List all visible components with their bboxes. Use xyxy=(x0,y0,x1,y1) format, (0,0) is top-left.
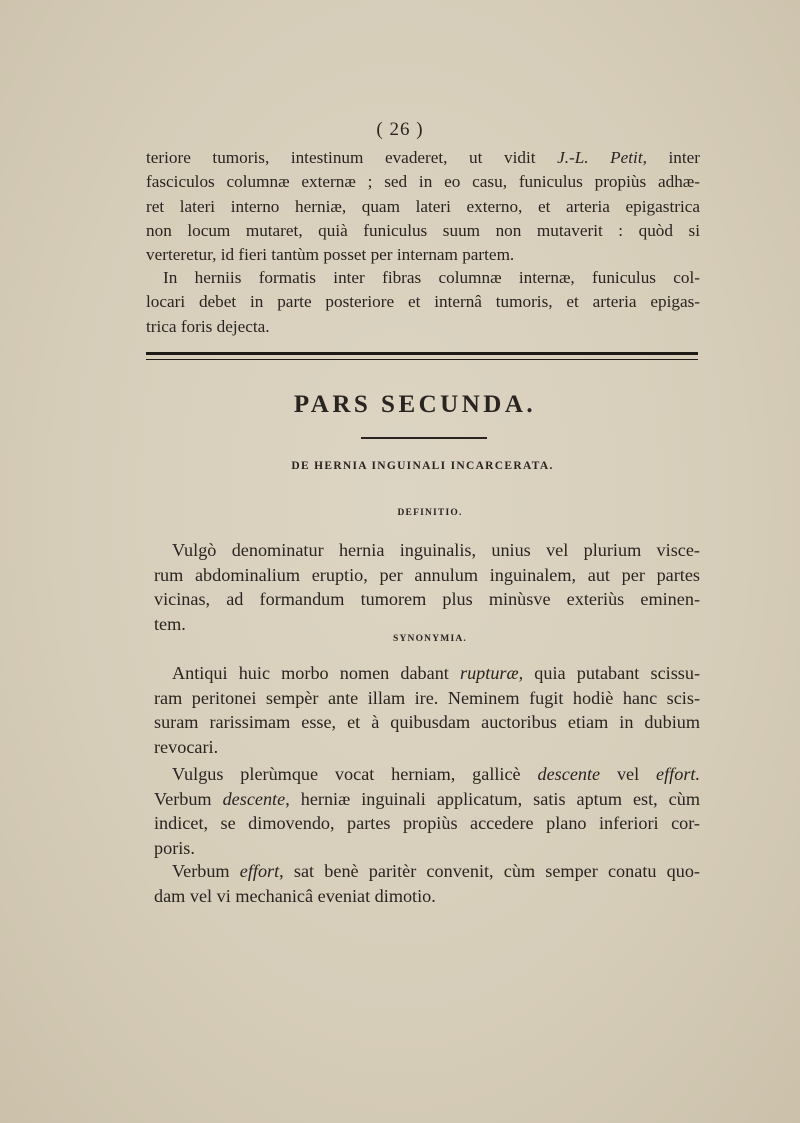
synonymia-paragraph-2 xyxy=(154,762,700,860)
text-line: verteretur, id fieri tantùm posset per internam partem. xyxy=(146,245,515,265)
text-line: rum abdominalium eruptio, per annulum inguinalem, aut per partes xyxy=(154,564,700,585)
text-line: Verbum descente, herniæ inguinali applicatum, satis aptum est, cùm xyxy=(154,788,700,809)
text-line: ret lateri interno herniæ, quam lateri externo, et arteria epigastrica xyxy=(146,196,700,216)
text-line: non locum mutaret, quià funiculus suum non mutaverit : quòd si xyxy=(146,220,700,240)
text-line: Vulgò denominatur hernia inguinalis, unius vel plurium visce- xyxy=(172,540,700,560)
continuation-paragraph xyxy=(146,146,700,267)
text-line: ram peritonei sempèr ante illam ire. Neminem fugit hodiè hanc scis- xyxy=(154,687,700,708)
text-line: fasciculos columnæ externæ ; sed in eo casu, funiculus propiùs adhæ- xyxy=(146,172,700,192)
text-line: indicet, se dimovendo, partes propiùs accedere plano inferiori cor- xyxy=(154,813,700,834)
section-heading: DE HERNIA INGUINALI INCARCERATA. xyxy=(291,460,554,472)
text-line: In herniis formatis inter fibras columnæ internæ, funiculus col- xyxy=(163,268,700,287)
text-line: trica foris dejecta. xyxy=(146,316,270,336)
text-line: locari debet in parte posteriore et internâ tumoris, et arteria epigas- xyxy=(146,292,700,312)
text-line: vicinas, ad formandum tumorem plus minùsve exteriùs eminen- xyxy=(154,589,700,610)
part-title: PARS SECUNDA. xyxy=(293,391,537,418)
citation-author: J.-L. Petit xyxy=(557,148,643,167)
text-line: poris. xyxy=(154,837,195,858)
synonymia-paragraph-1 xyxy=(154,661,700,759)
text-line: tem. xyxy=(154,613,186,634)
page-number: ( 26 ) xyxy=(376,119,424,140)
definitio-paragraph xyxy=(154,538,700,636)
text-line: Verbum effort, sat benè paritèr convenit, cùm semper conatu quo- xyxy=(172,861,700,881)
synonymia-paragraph-3 xyxy=(154,859,700,908)
text-line: revocari. xyxy=(154,736,219,757)
definitio-heading: DEFINITIO. xyxy=(397,508,463,518)
title-underline xyxy=(361,437,487,439)
text-line: dam vel vi mechanicâ eveniat dimotio. xyxy=(154,885,436,906)
section-divider xyxy=(146,352,698,360)
herniis-paragraph xyxy=(146,266,700,339)
text-line: Antiqui huic morbo nomen dabant rupturæ, quia putabant scissu- xyxy=(172,663,701,683)
text-line: Vulgus plerùmque vocat herniam, gallicè descente vel effort. xyxy=(172,764,700,784)
text-line: suram rarissimam esse, et à quibusdam auctoribus etiam in dubium xyxy=(154,712,700,733)
synonymia-heading: SYNONYMIA. xyxy=(392,634,467,644)
text-line: teriore tumoris, intestinum evaderet, ut vidit J.-L. Petit, inter xyxy=(146,148,700,167)
